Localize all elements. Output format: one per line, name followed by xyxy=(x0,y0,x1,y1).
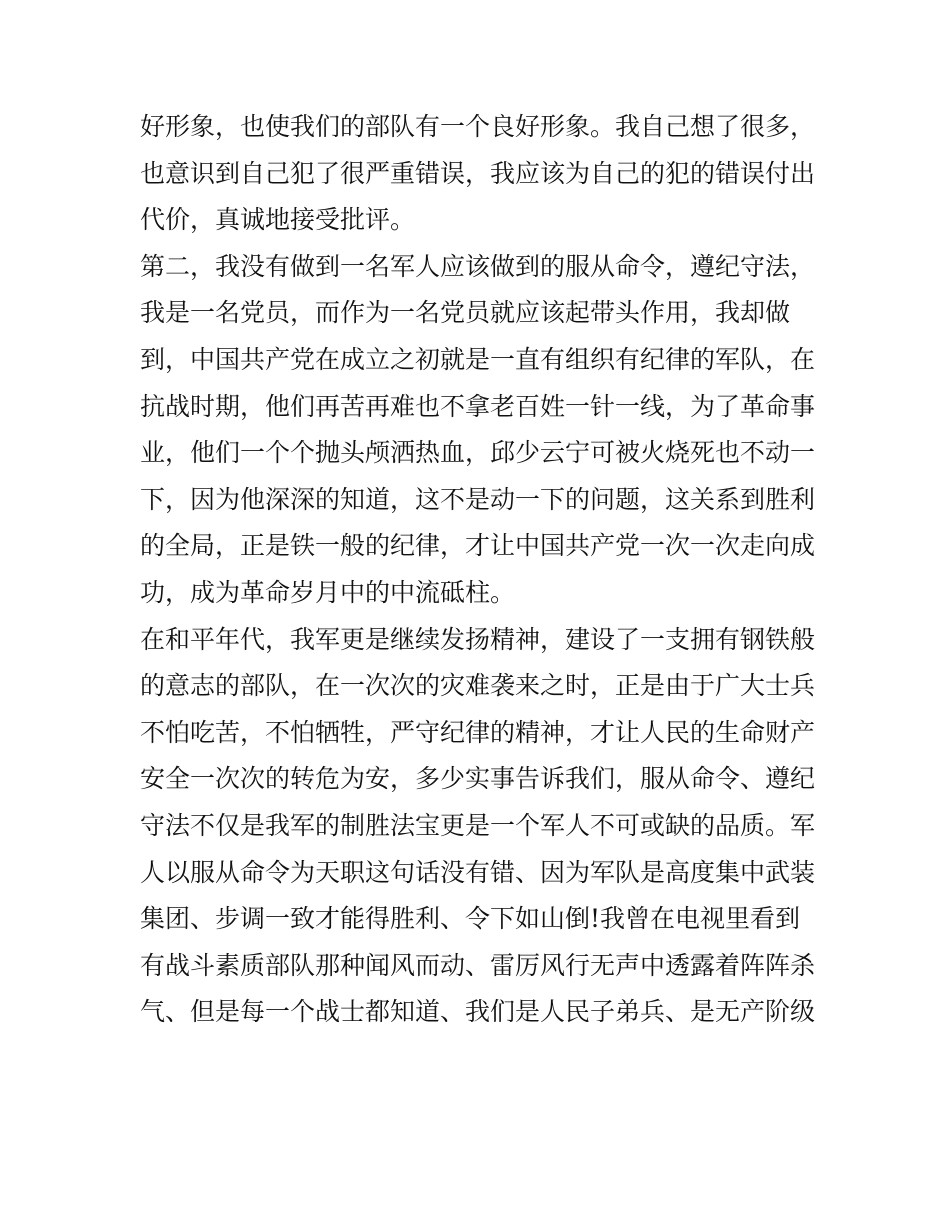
text-line: 业，他们一个个抛头颅洒热血，邱少云宁可被火烧死也不动一 xyxy=(140,438,816,468)
text-line: 集团、步调一致才能得胜利、令下如山倒!我曾在电视里看到 xyxy=(140,904,801,934)
text-line: 的意志的部队，在一次次的灾难袭来之时，正是由于广大士兵 xyxy=(140,671,816,701)
text-line: 也意识到自己犯了很严重错误，我应该为自己的犯的错误付出 xyxy=(140,158,816,188)
text-line: 安全一次次的转危为安，多少实事告诉我们，服从命令、遵纪 xyxy=(140,764,816,794)
text-line: 好形象，也使我们的部队有一个良好形象。我自己想了很多， xyxy=(140,112,816,141)
text-line: 守法不仅是我军的制胜法宝更是一个军人不可或缺的品质。军 xyxy=(140,810,816,840)
text-line: 功，成为革命岁月中的中流砥柱。 xyxy=(140,577,516,607)
text-line: 人以服从命令为天职这句话没有错、因为军队是高度集中武装 xyxy=(140,857,816,887)
text-line: 不怕吃苦，不怕牺牲，严守纪律的精神，才让人民的生命财产 xyxy=(140,717,816,747)
text-line: 在和平年代，我军更是继续发扬精神，建设了一支拥有钢铁般 xyxy=(140,624,816,654)
text-line: 我是一名党员，而作为一名党员就应该起带头作用，我却做 xyxy=(140,298,791,328)
body-text xyxy=(140,104,820,1036)
text-line: 气、但是每一个战士都知道、我们是人民子弟兵、是无产阶级 xyxy=(140,997,816,1027)
text-line: 第二，我没有做到一名军人应该做到的服从命令，遵纪守法， xyxy=(140,251,816,281)
text-line: 到，中国共产党在成立之初就是一直有组织有纪律的军队，在 xyxy=(140,344,816,374)
text-line: 代价，真诚地接受批评。 xyxy=(140,205,416,235)
text-line: 有战斗素质部队那种闻风而动、雷厉风行无声中透露着阵阵杀 xyxy=(140,950,816,980)
text-line: 下，因为他深深的知道，这不是动一下的问题，这关系到胜利 xyxy=(140,484,816,514)
text-line: 的全局，正是铁一般的纪律，才让中国共产党一次一次走向成 xyxy=(140,531,816,561)
text-line: 抗战时期，他们再苦再难也不拿老百姓一针一线，为了革命事 xyxy=(140,391,816,421)
